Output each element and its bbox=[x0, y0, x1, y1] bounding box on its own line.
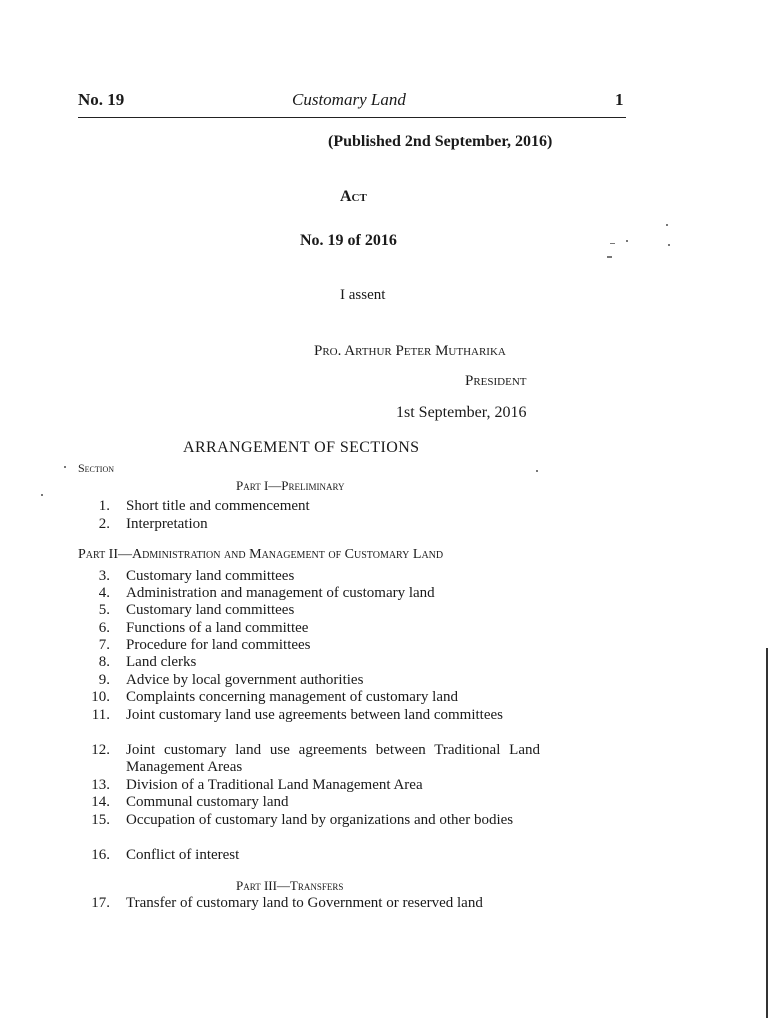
section-title: Complaints concerning management of customary land bbox=[126, 689, 458, 705]
section-number: 15. bbox=[91, 812, 110, 828]
header-rule bbox=[78, 117, 626, 118]
scan-speck bbox=[64, 466, 66, 468]
assent-text: I assent bbox=[340, 287, 386, 303]
section-title: Occupation of customary land by organizations and other bodies bbox=[126, 812, 514, 828]
assent-date: 1st September, 2016 bbox=[396, 404, 527, 421]
section-number: 12. bbox=[91, 742, 110, 758]
scan-speck bbox=[41, 494, 43, 496]
section-column-label: Section bbox=[78, 461, 115, 475]
section-title: Procedure for land committees bbox=[126, 637, 311, 653]
act-number: No. 19 of 2016 bbox=[300, 232, 397, 249]
section-number: 9. bbox=[98, 672, 110, 688]
scan-speck bbox=[666, 224, 668, 226]
section-number: 16. bbox=[91, 847, 110, 863]
section-number: 11. bbox=[91, 707, 110, 723]
section-number: 1. bbox=[98, 498, 110, 514]
act-label: Act bbox=[340, 188, 367, 205]
section-number: 8. bbox=[98, 654, 110, 670]
section-number: 14. bbox=[91, 794, 110, 810]
published-date: (Published 2nd September, 2016) bbox=[328, 133, 553, 150]
part-heading: Part II—Administration and Management of Customary Land bbox=[78, 547, 444, 562]
section-number: 4. bbox=[98, 585, 110, 601]
section-number: 10. bbox=[91, 689, 110, 705]
section-number: 6. bbox=[98, 620, 110, 636]
section-title: Conflict of interest bbox=[126, 847, 240, 863]
section-title: Advice by local government authorities bbox=[126, 672, 364, 688]
scan-speck bbox=[668, 244, 670, 246]
act-title-header: Customary Land bbox=[292, 90, 406, 109]
section-title: Administration and management of customary land bbox=[126, 585, 435, 601]
section-title: Functions of a land committee bbox=[126, 620, 309, 636]
section-title: Interpretation bbox=[126, 516, 208, 532]
section-title: Short title and commencement bbox=[126, 498, 310, 514]
signatory-name: Pro. Arthur Peter Mutharika bbox=[314, 343, 506, 359]
scan-speck bbox=[607, 256, 612, 258]
section-number: 3. bbox=[98, 568, 110, 584]
section-title: Land clerks bbox=[126, 654, 197, 670]
section-title: Division of a Traditional Land Management Area bbox=[126, 777, 423, 793]
part-heading: Part III—Transfers bbox=[236, 878, 344, 893]
section-title: Joint customary land use agreements between land committees bbox=[126, 707, 503, 723]
section-number: 13. bbox=[91, 777, 110, 793]
signatory-title: President bbox=[465, 373, 527, 389]
part-heading: Part I—Preliminary bbox=[236, 478, 345, 493]
section-number: 2. bbox=[98, 516, 110, 532]
section-number: 17. bbox=[91, 895, 110, 911]
page-number: 1 bbox=[615, 90, 624, 109]
scan-speck bbox=[626, 240, 628, 242]
section-number: 7. bbox=[98, 637, 110, 653]
section-title: Communal customary land bbox=[126, 794, 289, 810]
scan-speck bbox=[536, 470, 538, 472]
section-title: Joint customary land use agreements between Traditional Land Management Areas bbox=[126, 742, 540, 775]
act-number-header: No. 19 bbox=[78, 90, 125, 109]
section-title: Transfer of customary land to Government or reserved land bbox=[126, 895, 483, 911]
section-title: Customary land committees bbox=[126, 568, 295, 584]
section-title: Customary land committees bbox=[126, 602, 295, 618]
arrangement-heading: ARRANGEMENT OF SECTIONS bbox=[183, 439, 420, 456]
scan-speck bbox=[610, 243, 615, 244]
section-number: 5. bbox=[98, 602, 110, 618]
